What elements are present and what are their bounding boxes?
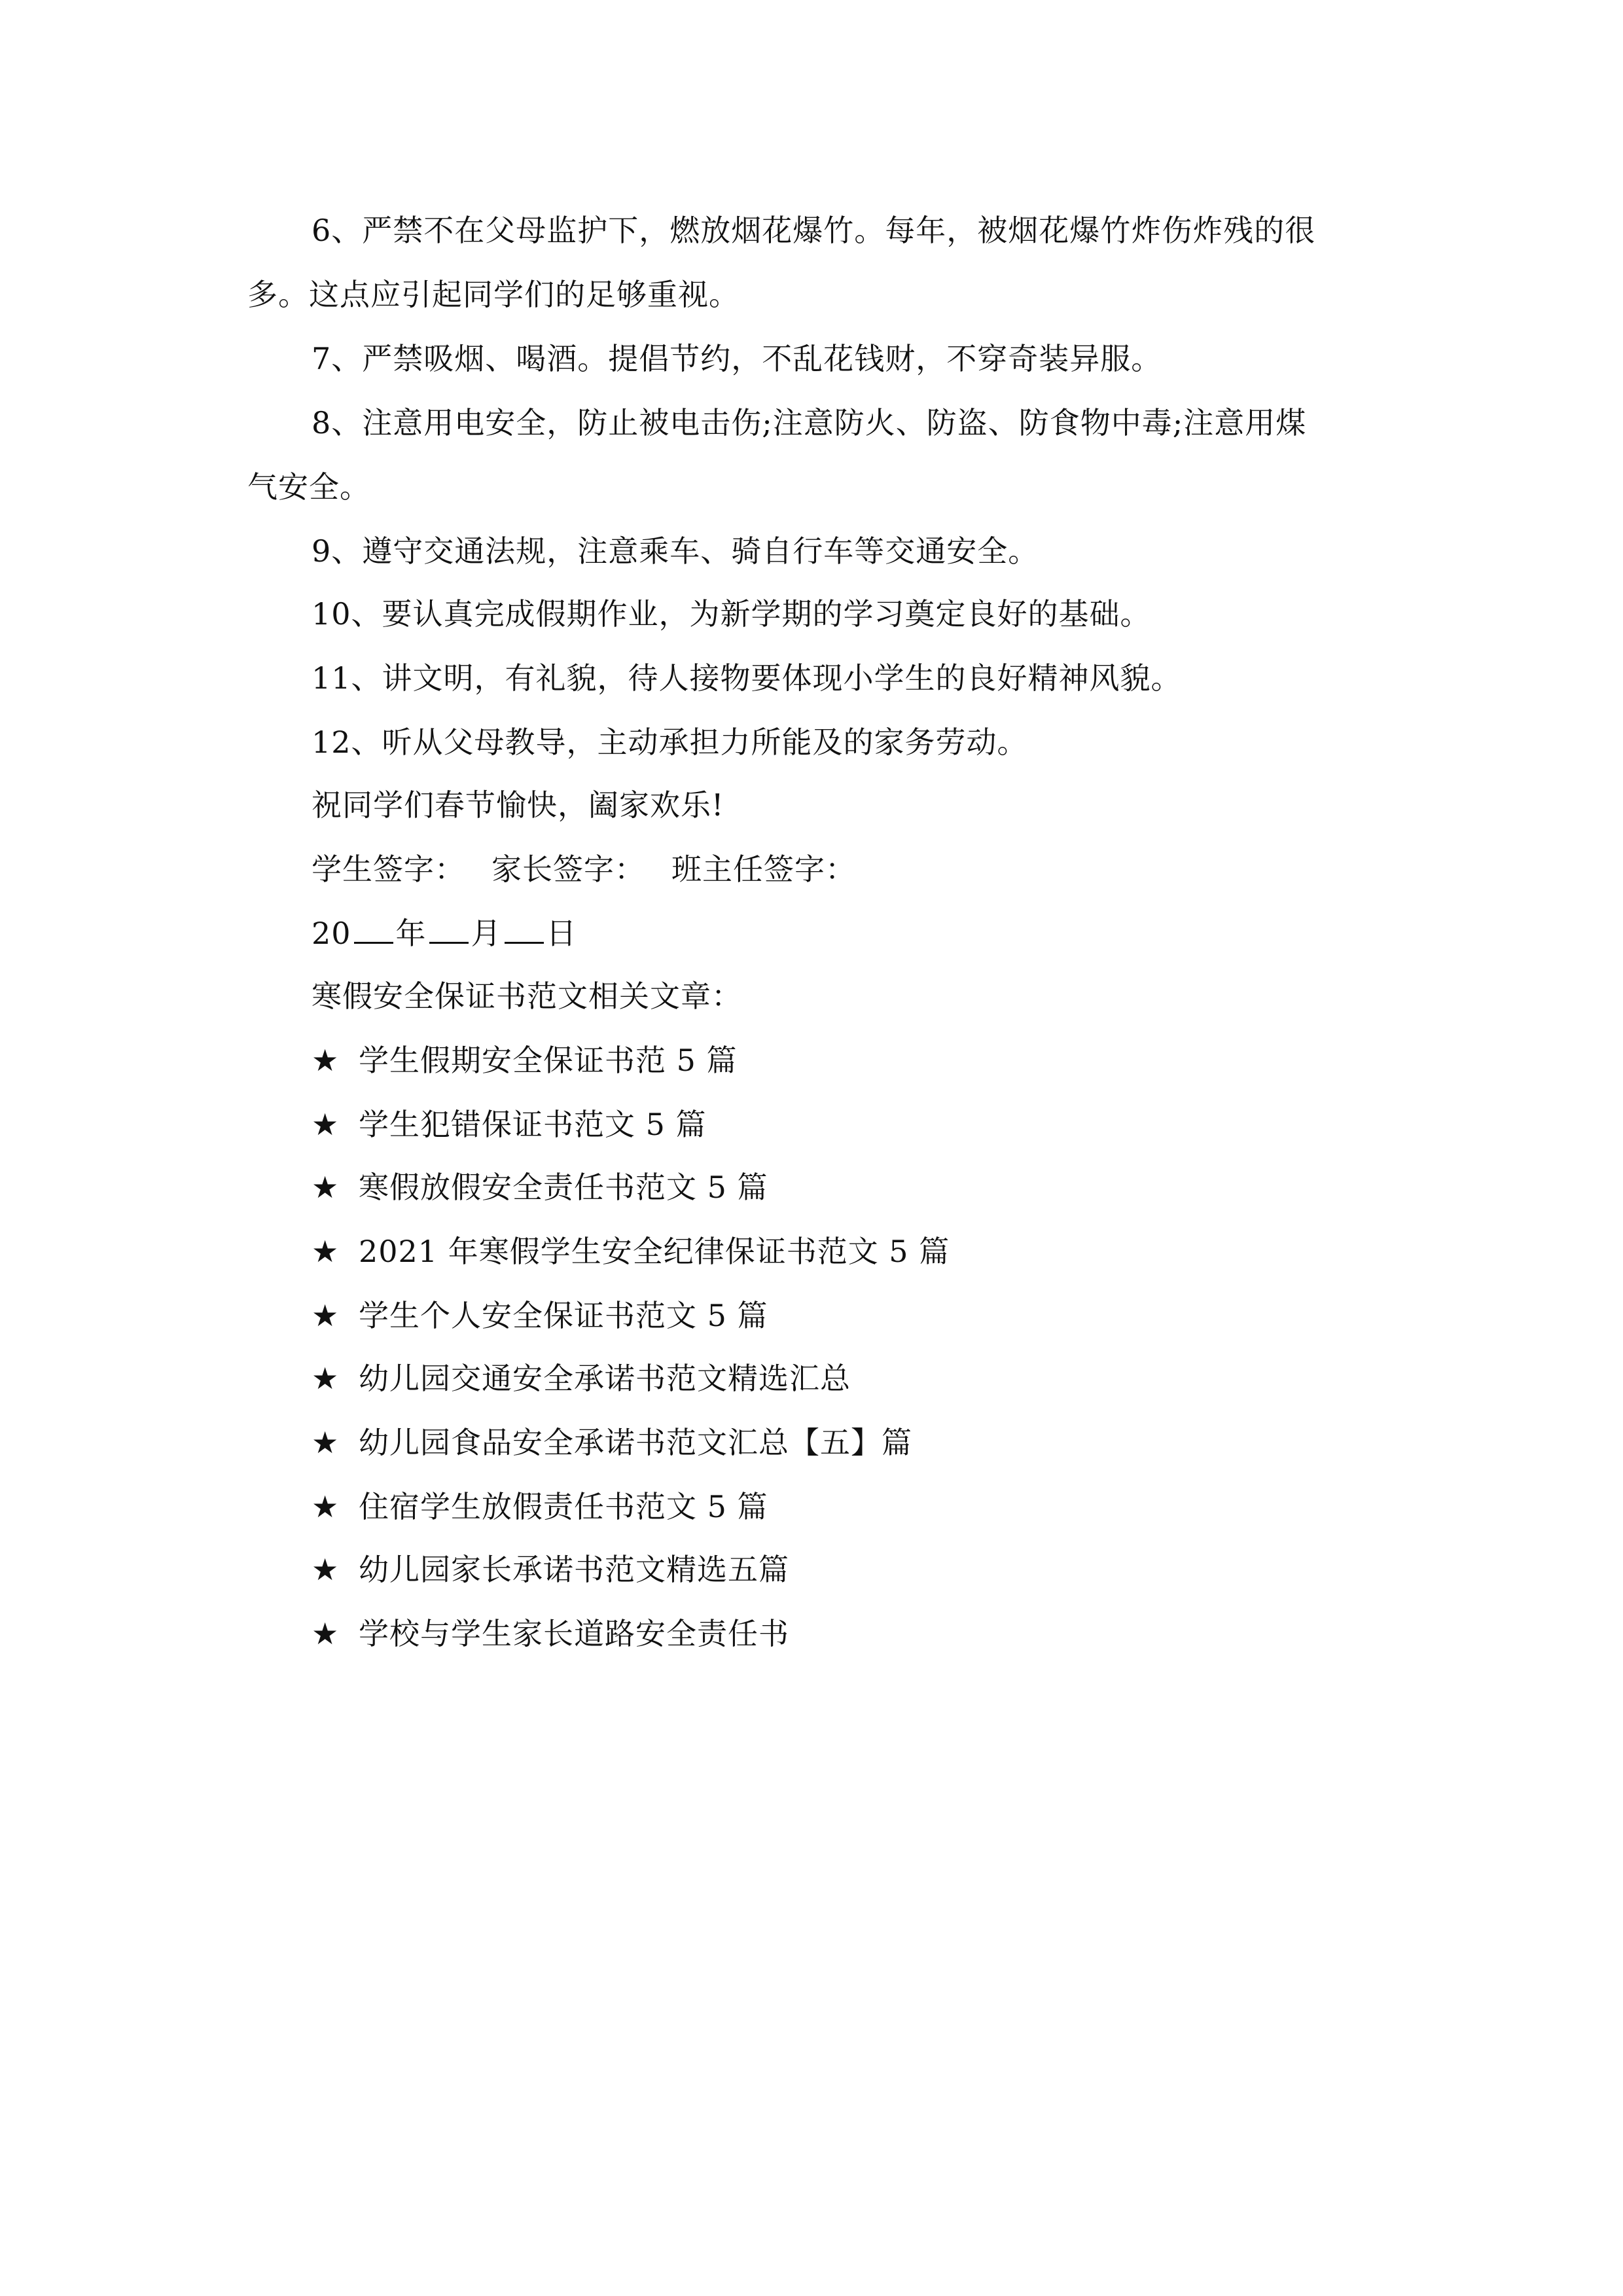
related-link-item[interactable] [312,1359,851,1398]
related-link-item[interactable] [312,1041,738,1080]
date-month-label: 月 [471,916,502,951]
related-link-text[interactable]: 幼儿园交通安全承诺书范文精选汇总 [359,1361,851,1396]
related-heading: 寒假安全保证书范文相关文章： [312,978,742,1014]
related-link-item[interactable] [312,1487,768,1526]
star-icon: ★ [312,1234,340,1269]
date-year-prefix: 20 [312,916,351,951]
date-year-label: 年 [395,916,427,951]
paragraph-8-line-1: 8、注意用电安全，防止被电击伤;注意防火、防盗、防食物中毒;注意用煤 [312,405,1307,440]
related-link-text[interactable]: 学生犯错保证书范文 5 篇 [359,1107,707,1142]
star-icon: ★ [312,1489,340,1524]
related-link-text[interactable]: 学生个人安全保证书范文 5 篇 [359,1298,768,1333]
related-link-text[interactable]: 学生假期安全保证书范 5 篇 [359,1043,738,1078]
related-link-item[interactable] [312,1168,768,1207]
paragraph-7: 7、严禁吸烟、喝酒。提倡节约，不乱花钱财，不穿奇装异服。 [312,341,1162,376]
paragraph-6-line-2: 多。这点应引起同学们的足够重视。 [247,277,740,312]
related-link-item[interactable] [312,1105,707,1144]
star-icon: ★ [312,1361,340,1396]
paragraph-8-line-2: 气安全。 [247,469,370,505]
related-link-text[interactable]: 2021 年寒假学生安全纪律保证书范文 5 篇 [359,1234,950,1269]
star-icon: ★ [312,1043,340,1078]
year-blank [354,916,393,944]
related-link-text[interactable]: 学校与学生家长道路安全责任书 [359,1616,789,1651]
paragraph-6-line-1: 6、严禁不在父母监护下，燃放烟花爆竹。每年，被烟花爆竹炸伤炸残的很 [312,213,1316,248]
signature-row [312,850,856,889]
related-link-item[interactable] [312,1423,912,1462]
day-blank [505,916,544,944]
star-icon: ★ [312,1425,340,1460]
paragraph-11: 11、讲文明，有礼貌，待人接物要体现小学生的良好精神风貌。 [312,660,1182,696]
parent-signature-label: 家长签字： [491,852,645,887]
student-signature-label: 学生签字： [312,852,465,887]
related-link-text[interactable]: 住宿学生放假责任书范文 5 篇 [359,1489,768,1524]
related-link-item[interactable] [312,1296,768,1335]
star-icon: ★ [312,1298,340,1333]
star-icon: ★ [312,1552,340,1587]
star-icon: ★ [312,1107,340,1142]
star-icon: ★ [312,1170,340,1205]
greeting: 祝同学们春节愉快，阖家欢乐! [312,787,724,823]
month-blank [429,916,469,944]
star-icon: ★ [312,1616,340,1651]
related-link-item[interactable] [312,1614,789,1653]
related-link-text[interactable]: 寒假放假安全责任书范文 5 篇 [359,1170,768,1205]
related-link-item[interactable] [312,1232,950,1271]
teacher-signature-label: 班主任签字： [671,852,856,887]
date-day-label: 日 [546,916,577,951]
related-link-text[interactable]: 幼儿园家长承诺书范文精选五篇 [359,1552,789,1587]
paragraph-12: 12、听从父母教导，主动承担力所能及的家务劳动。 [312,725,1028,760]
paragraph-10: 10、要认真完成假期作业，为新学期的学习奠定良好的基础。 [312,596,1151,632]
date-line [312,914,577,953]
related-link-text[interactable]: 幼儿园食品安全承诺书范文汇总【五】篇 [359,1425,912,1460]
related-link-item[interactable] [312,1550,789,1589]
paragraph-9: 9、遵守交通法规，注意乘车、骑自行车等交通安全。 [312,533,1039,569]
